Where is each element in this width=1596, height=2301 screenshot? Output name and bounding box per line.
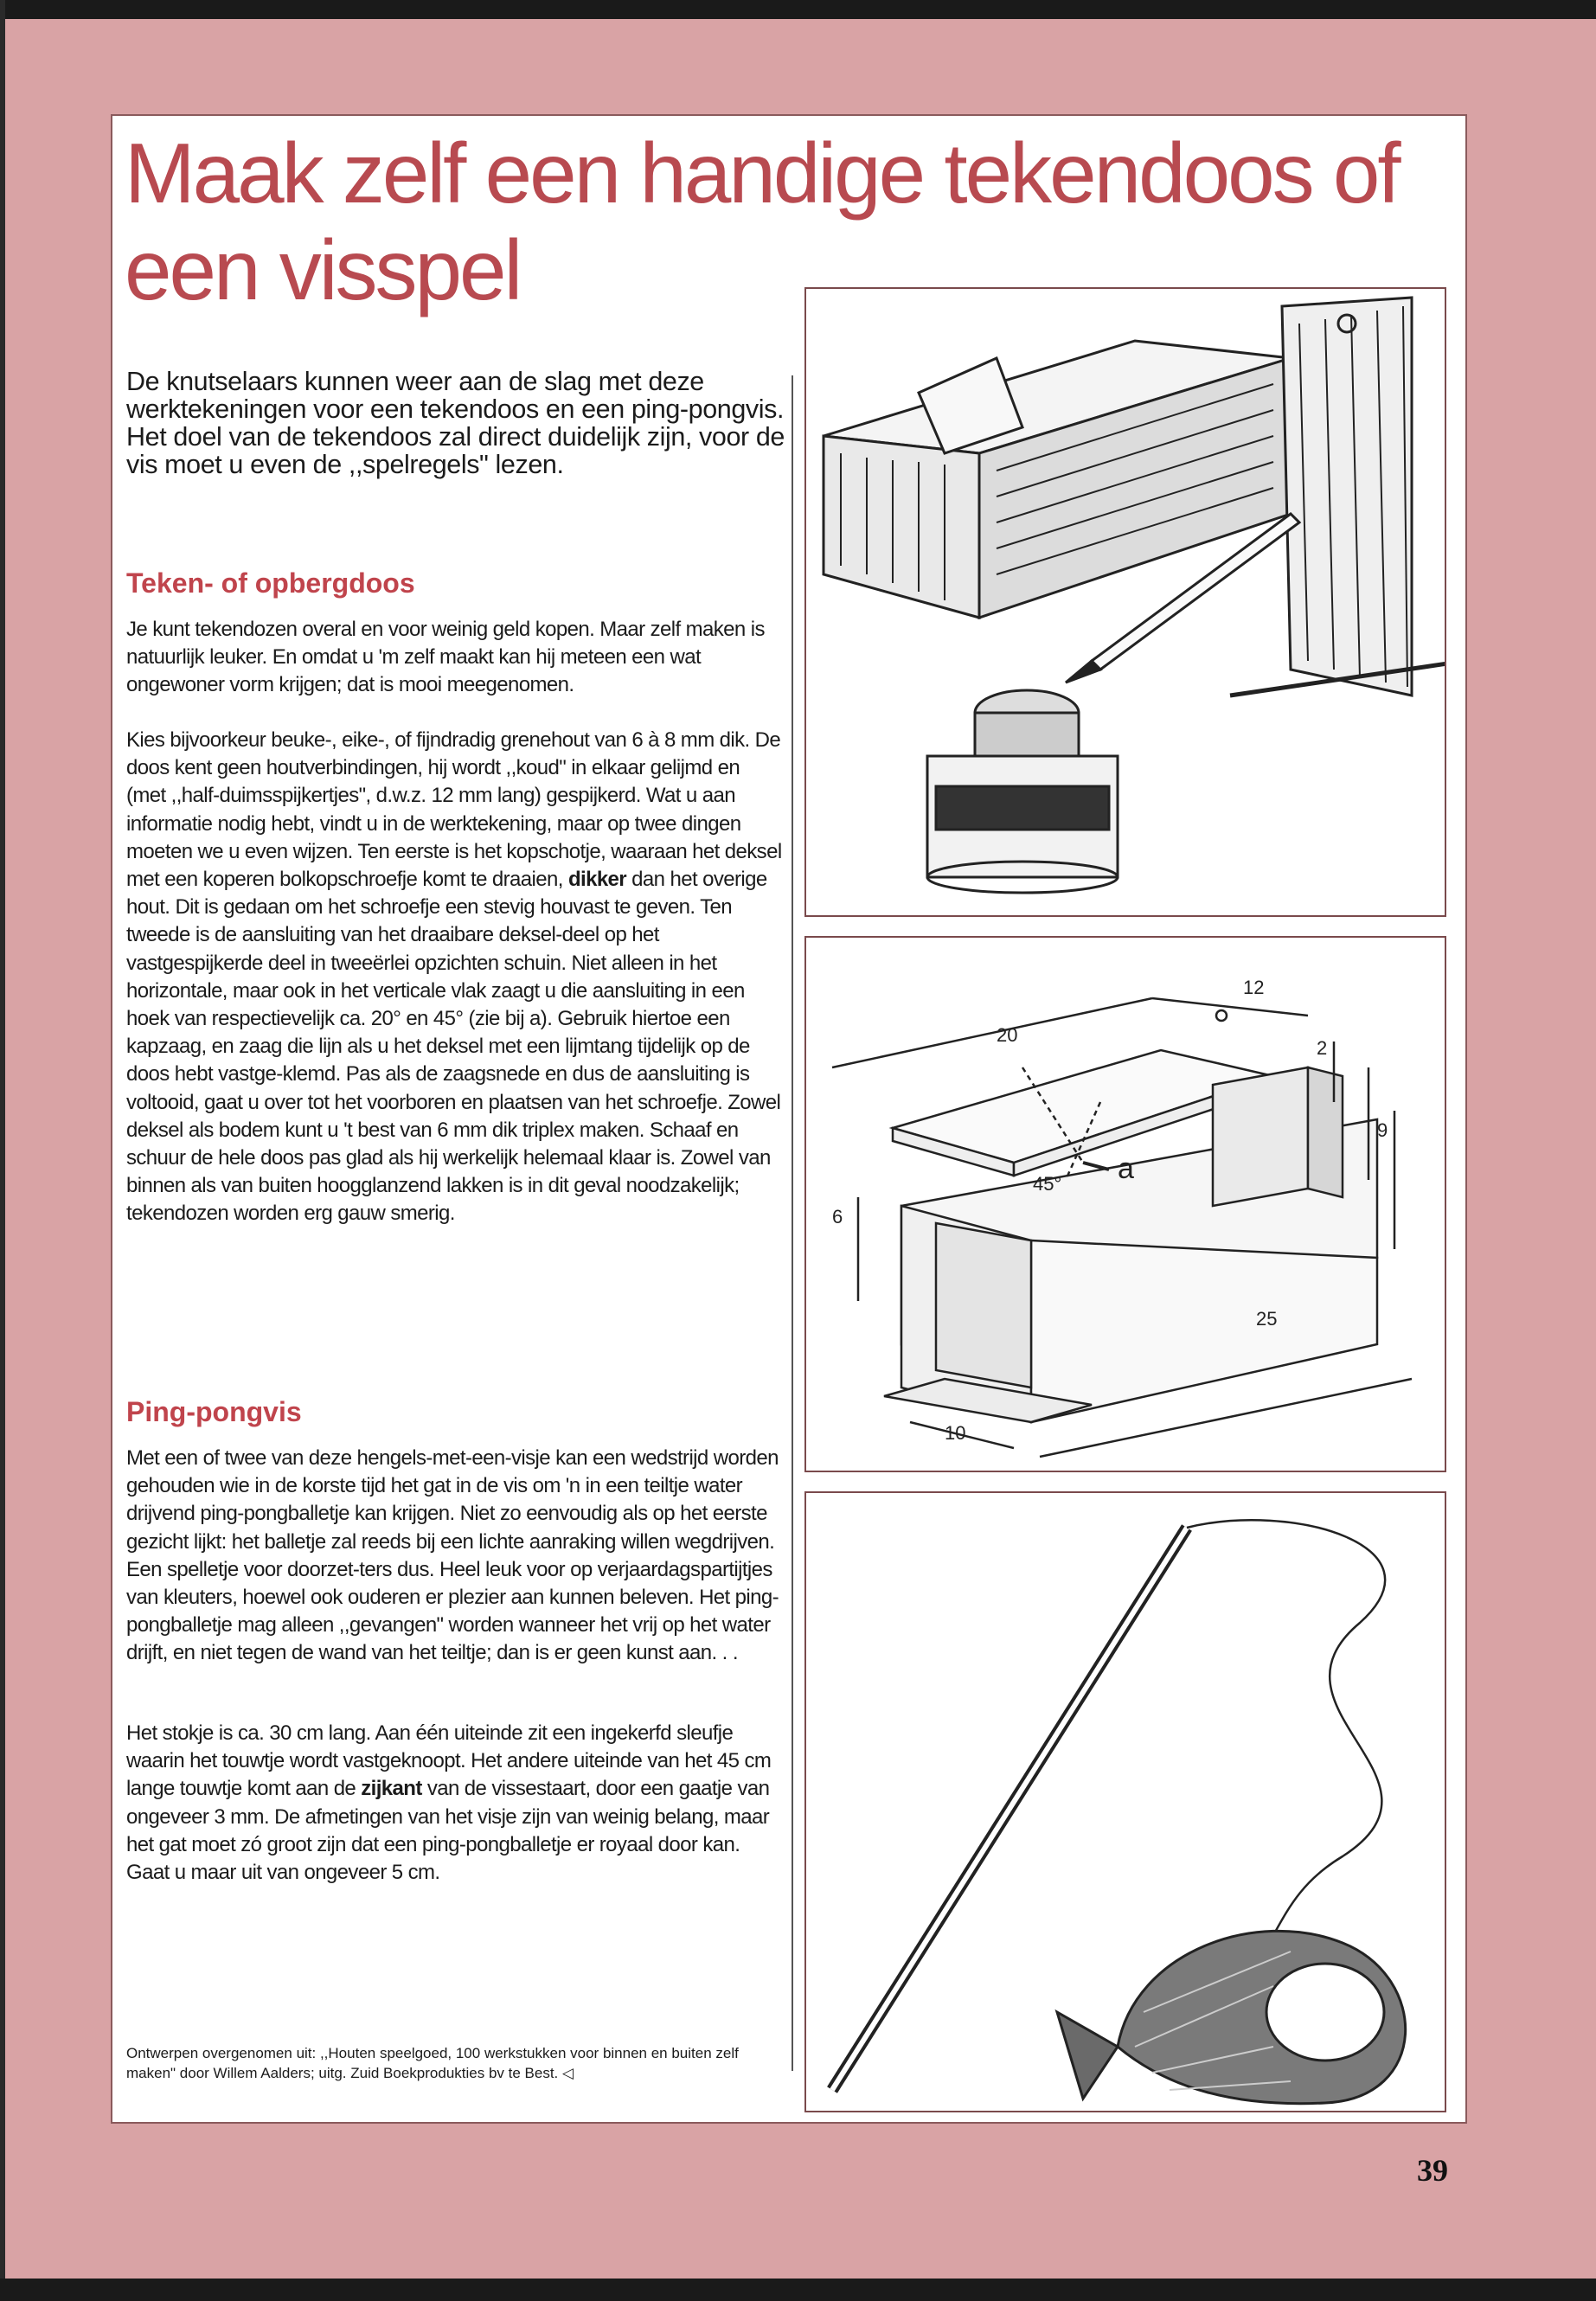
werktekening-diagram [806, 938, 1445, 1471]
column-divider [792, 375, 793, 2071]
figure-pingpongvis [804, 1491, 1446, 2112]
figure-werktekening [804, 936, 1446, 1472]
source-credit: Ontwerpen overgenomen uit: ,,Houten speelgoed, 100 werkstukken voor binnen en buiten zelf maken" door Willem Aalders; uitg. Zuid Boekprodukties bv te Best. ◁ [126, 2045, 739, 2081]
scan-top-edge [0, 0, 1596, 19]
dim-label-6: 6 [832, 1206, 843, 1227]
dim-label-12: 12 [1243, 977, 1265, 998]
dim-label-25: 25 [1256, 1308, 1278, 1330]
figure-tekendoos-sketch [804, 287, 1446, 917]
article-panel [111, 114, 1467, 2124]
emphasis-dikker: dikker [567, 868, 627, 892]
dim-label-2: 2 [1317, 1037, 1328, 1059]
section-heading-tekendoos: Teken- of opbergdoos [126, 567, 415, 599]
dim-label-10: 10 [945, 1422, 966, 1444]
pingpongvis-paragraph-2: Het stokje is ca. 30 cm lang. Aan één uiteinde zit een ingekerfd sleufje waarin het touwtje wordt vastgeknoopt. Het andere uiteinde van het 45 cm lange touwtje komt aan de zijkant van de vissestaart, door een gaatje van ongeveer 3 mm. De afmetingen van het visje zijn van weinig belang, maar het gat moet zó groot zijn dat een ping-pongballetje er royaal door kan. Gaat u maar uit van ongeveer 5 cm. [126, 1721, 772, 1885]
pingpongvis-paragraph-1: Met een of twee van deze hengels-met-een-visje kan een wedstrijd worden gehouden wie in de korste tijd het gat in de vis om 'n in een teiltje water drijvend ping-pongballetje kan krijgen. Niet zo eenvoudig als op het eerste gezicht lijkt: het balletje zal reeds bij een lichte aanraking willen wegdrijven. Een spelletje voor doorzet-ters dus. Heel leuk voor op verjaardagspartijtjes van kleuters, hoewel ook ouderen er plezier aan kunnen beleven. Het ping-pongballetje mag alleen ,,gevangen" worden wanneer het vrij op het water drijft, en niet tegen de wand van het teiltje; dan is er geen kunst aan. . . [126, 1446, 779, 1665]
article-title: Maak zelf een handige tekendoos of een visspel [125, 125, 1399, 317]
section-heading-pingpongvis: Ping-pongvis [126, 1396, 302, 1427]
tekendoos-paragraph-2: Kies bijvoorkeur beuke-, eike-, of fijndradig grenehout van 6 à 8 mm dik. De doos kent geen houtverbindingen, hij wordt ,,koud" in elkaar gelijmd en (met ,,half-duimsspijkertjes", d.w.z. 12 mm lang) gespijkerd. Wat u aan informatie nodig hebt, vindt u in de werktekening, maar op twee dingen moeten we u even wijzen. Ten eerste is het kopschotje, waaraan het deksel met een koperen bolkopschroefje komt te draaien, dikker dan het overige hout. Dit is gedaan om het schroefje een stevig houvast te geven. Ten tweede is de aansluiting van het draaibare deksel-deel op het vastgespijkerde deel in tweeërlei opzichten schuin. Niet alleen in het horizontale, maar ook in het verticale vlak zaagt u die aansluiting in een hoek van respectievelijk ca. 20° en 45° (zie bij a). Gebruik hiertoe een kapzaag, en zaag die lijn als u het deksel met een lijmtang tijdelijk op de doos hebt vastge-klemd. Pas als de zaagsnede en dus de aansluiting is voltooid, gaat u over tot het voorboren en plaatsen van het schroefje. Zowel deksel als bodem kunt u 't best van 6 mm dik triplex maken. Schaaf en schuur de hele doos pas glad als hij werkelijk helemaal klaar is. Zowel van binnen als van buiten hoogglanzend lakken is in dit geval noodzakelijk; tekendozen worden erg gauw smerig. [126, 728, 782, 1226]
tekendoos-paragraph-1: Je kunt tekendozen overal en voor weinig geld kopen. Maar zelf maken is natuurlijk leuker. En omdat u 'm zelf maakt kan hij meteen een wat ongewoner vorm krijgen; dat is mooi meegenomen. [126, 618, 765, 697]
intro-paragraph: De knutselaars kunnen weer aan de slag met deze werktekeningen voor een tekendoos en een ping-pongvis. Het doel van de tekendoos zal direct duidelijk zijn, voor de vis moet u even de ,,spelregels" lezen. [126, 367, 785, 479]
pingpongvis-illustration [806, 1493, 1445, 2111]
scan-bottom-edge [0, 2279, 1596, 2301]
dim-label-20: 20 [997, 1024, 1018, 1046]
dim-label-9: 9 [1377, 1119, 1388, 1141]
tekendoos-illustration [806, 289, 1445, 915]
emphasis-zijkant: zijkant [361, 1777, 422, 1801]
detail-label-a: a [1118, 1152, 1134, 1185]
scan-left-edge [0, 0, 5, 2301]
angle-label-45: 45° [1033, 1173, 1062, 1195]
page-number: 39 [1417, 2153, 1448, 2188]
